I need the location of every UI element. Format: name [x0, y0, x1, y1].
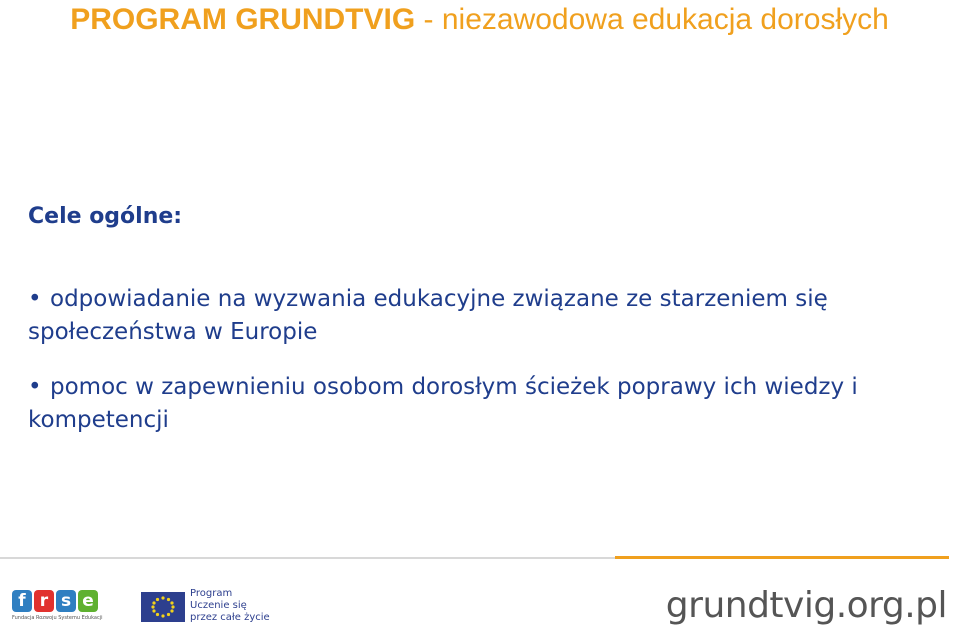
title-rest: - niezawodowa edukacja dorosłych: [423, 3, 889, 36]
frse-letter: r: [34, 590, 54, 612]
eu-line: Program: [190, 588, 233, 599]
frse-letter: s: [56, 590, 76, 612]
title-bold: PROGRAM GRUNDTVIG: [70, 3, 416, 36]
footer-divider: [0, 557, 615, 559]
frse-letter: f: [12, 590, 32, 612]
frse-caption: Fundacja Rozwoju Systemu Edukacji: [12, 615, 103, 621]
website-link[interactable]: grundtvig.org.pl: [665, 585, 947, 626]
frse-letter: e: [78, 590, 98, 612]
footer-accent-divider: [615, 556, 949, 559]
bullet-text: pomoc w zapewnieniu osobom dorosłym ścieżek poprawy ich wiedzy i kompetencji: [28, 374, 858, 433]
bullet-icon: •: [28, 286, 42, 312]
eu-program-label: [190, 588, 270, 624]
bullet-item: [28, 283, 928, 349]
bullet-icon: •: [28, 374, 42, 400]
bullet-text: odpowiadanie na wyzwania edukacyjne związane ze starzeniem się społeczeństwa w Europie: [28, 286, 828, 345]
section-heading: Cele ogólne:: [28, 204, 183, 229]
eu-line: przez całe życie: [190, 612, 270, 623]
eu-line: Uczenie się: [190, 600, 247, 611]
bullet-item: [28, 371, 928, 437]
page-title: [0, 2, 959, 38]
frse-logo: [12, 590, 104, 630]
eu-flag-icon: [141, 592, 185, 622]
